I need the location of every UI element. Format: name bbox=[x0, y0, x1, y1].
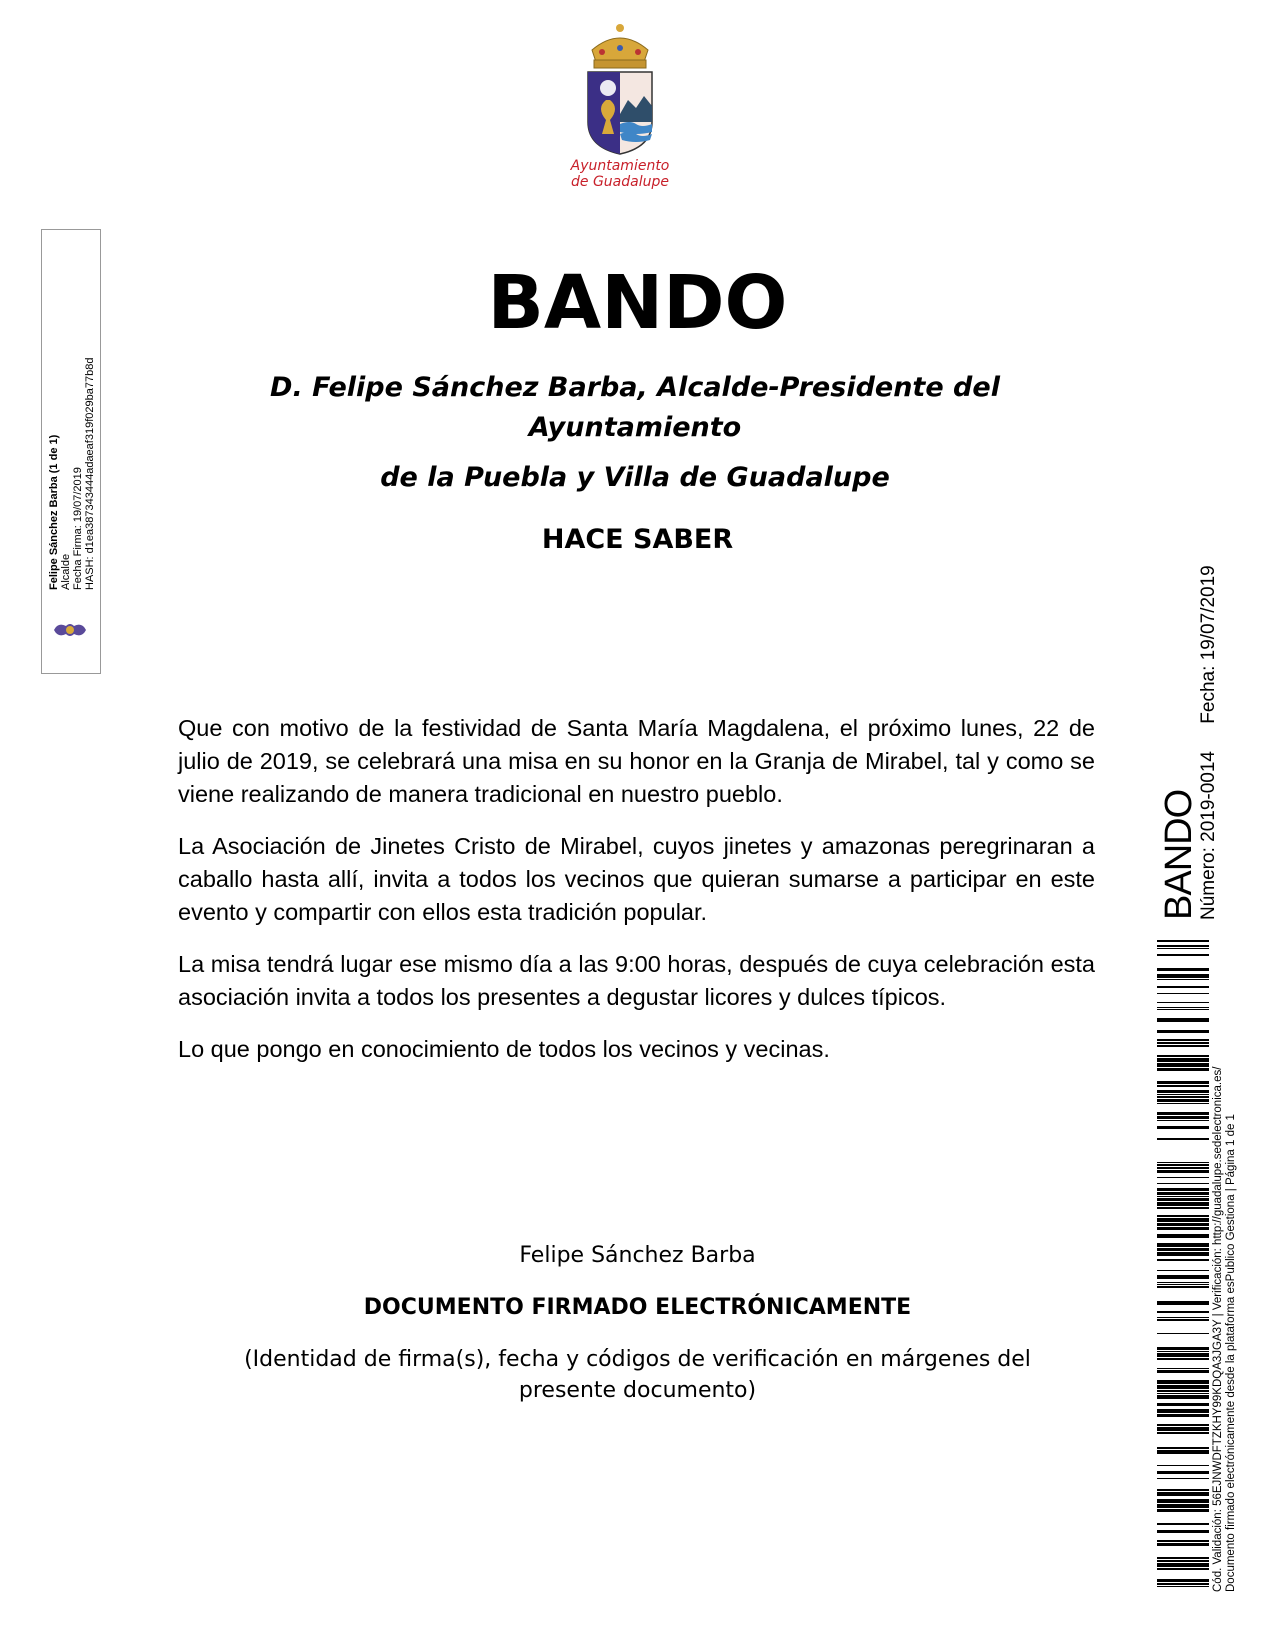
side-validation-code: Cód. Validación: 56EJNWDFTZKHY99KDQA3JGA3Y | Verificación: http://guadalupe.sedelectronica.es/ bbox=[1212, 1066, 1224, 1592]
stamp-date: Fecha Firma: 19/07/2019 bbox=[72, 467, 84, 590]
side-meta bbox=[1198, 543, 1220, 920]
logo-text-line2: de Guadalupe bbox=[571, 174, 669, 190]
hace-saber-heading: HACE SABER bbox=[541, 524, 734, 555]
side-fecha: Fecha: 19/07/2019 bbox=[1198, 565, 1219, 724]
municipal-logo bbox=[545, 22, 695, 189]
stamp-seal-icon bbox=[50, 620, 90, 640]
side-document-info bbox=[1160, 543, 1220, 920]
body-paragraph-2: La Asociación de Jinetes Cristo de Mirabel, cuyos jinetes y amazonas peregrinaran a caballo hasta allí, invita a todos los vecinos que quieran sumarse a participar en este evento y compartir con ellos esta tradición popular. bbox=[178, 833, 1095, 925]
subtitle-line2: de la Puebla y Villa de Guadalupe bbox=[380, 462, 890, 493]
body-paragraph-1: Que con motivo de la festividad de Santa María Magdalena, el próximo lunes, 22 de julio de 2019, se celebrará una misa en su honor en la Granja de Mirabel, tal y como se viene realizando de manera tradicional en nuestro pueblo. bbox=[178, 715, 1095, 807]
body-paragraph-4: Lo que pongo en conocimiento de todos los vecinos y vecinas. bbox=[178, 1036, 830, 1062]
stamp-role: Alcalde bbox=[60, 553, 72, 590]
verification-barcode-icon bbox=[1157, 940, 1209, 1588]
signature-doc-label: DOCUMENTO FIRMADO ELECTRÓNICAMENTE bbox=[363, 1295, 912, 1320]
stamp-signer: Felipe Sánchez Barba (1 de 1) bbox=[48, 434, 60, 590]
side-platform: Documento firmado electrónicamente desde la plataforma esPublico Gestiona | Página 1 de 1 bbox=[1225, 1114, 1237, 1592]
signature-note: (Identidad de firma(s), fecha y códigos de verificación en márgenes del presente documento) bbox=[244, 1347, 1031, 1403]
stamp-hash: HASH: d1ea387343444adaeaf319f029ba77b8d bbox=[84, 357, 96, 590]
side-numero: Número: 2019-0014 bbox=[1198, 751, 1219, 920]
side-validation bbox=[1212, 1067, 1238, 1592]
page-title: BANDO bbox=[487, 260, 788, 346]
coat-of-arms-icon bbox=[580, 22, 660, 157]
document-body bbox=[178, 712, 1095, 1085]
subtitle-line1: D. Felipe Sánchez Barba, Alcalde-Presidente del Ayuntamiento bbox=[270, 372, 1000, 443]
signature-name: Felipe Sánchez Barba bbox=[519, 1243, 756, 1268]
logo-text-line1: Ayuntamiento bbox=[570, 158, 670, 174]
body-paragraph-3: La misa tendrá lugar ese mismo día a las 9:00 horas, después de cuya celebración esta asociación invita a todos los presentes a degustar licores y dulces típicos. bbox=[178, 951, 1095, 1010]
side-bando-label: BANDO bbox=[1158, 789, 1200, 920]
